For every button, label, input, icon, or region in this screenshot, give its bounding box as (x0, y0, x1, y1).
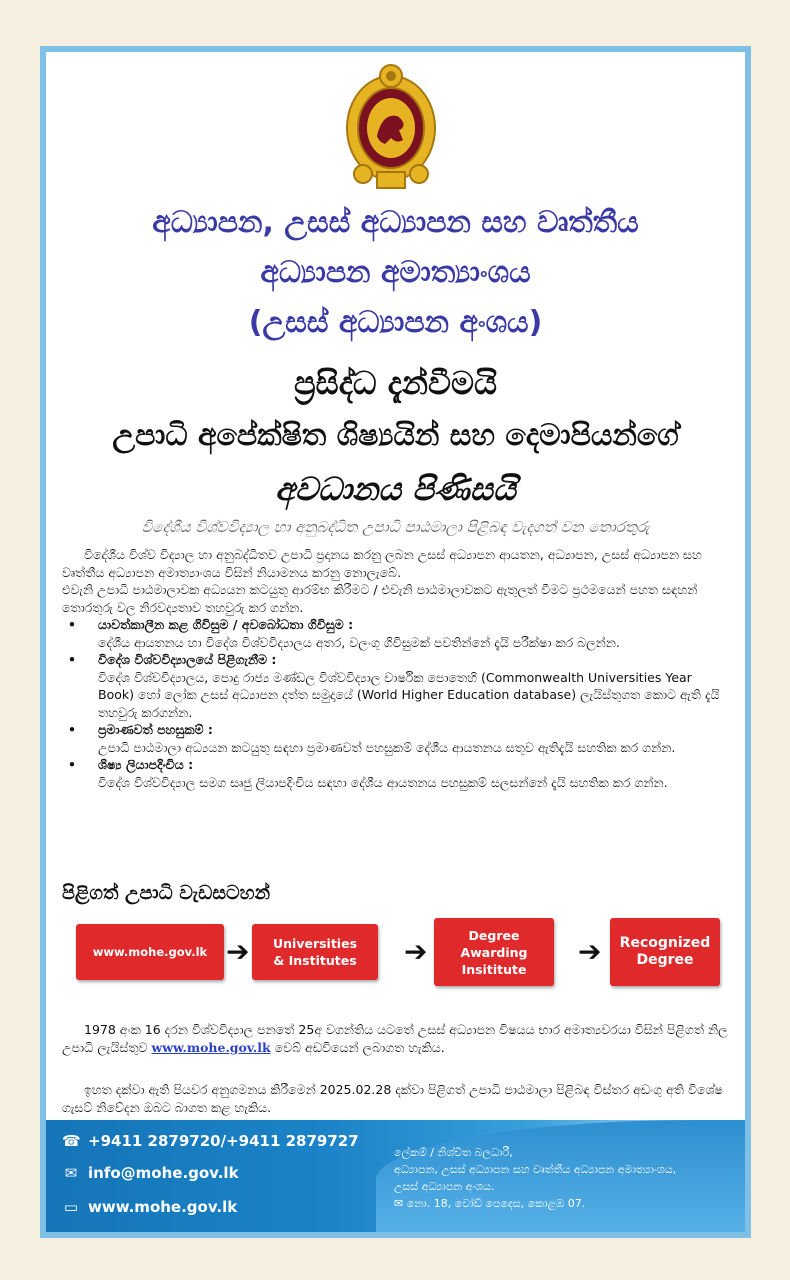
computer-icon: ▭ (63, 1198, 79, 1216)
ministry-name-line-2: අධ්‍යාපන අමාත්‍යාංශය (260, 255, 531, 290)
arrow-right-icon: ➔ (578, 935, 602, 968)
postal-address (394, 1144, 676, 1212)
flow-step-awarding-institute (434, 918, 554, 986)
contact-footer (46, 1120, 745, 1232)
flow-step-recognized-degree (610, 918, 720, 986)
ministry-name-line-1: අධ්‍යාපන, උසස් අධ්‍යාපන සහ වෘත්තීය (152, 205, 639, 240)
checklist-item-text: උපාධි පාඨමාලා අධ්‍යයන කටයුතු සඳහා ප්‍රමාණවත් පහසුකම් දේශීය ආයතනය සතුව ඇතිදැයි සහතික කර ගන්න. (98, 739, 676, 755)
checklist-item-text: දේශීය ආයතනය හා විදේශ විශ්වවිද්‍යාලය අතර, වලංගු ගිවිසුමක් පවතින්නේ දැයි පරීක්ෂා කර බලන්න. (98, 634, 620, 650)
poster-frame (40, 46, 751, 1238)
flow-step-label: www.mohe.gov.lk (92, 944, 208, 959)
notice-paper (46, 52, 745, 1232)
checklist-item-title: • ප්‍රමාණවත් පහසුකම් : (98, 722, 213, 737)
closing-paragraph-1 (62, 1021, 729, 1057)
notice-body (62, 546, 731, 791)
list-item (82, 756, 731, 791)
mail-icon: ✉ (394, 1197, 407, 1210)
intro-paragraph-1: විදේශීය විශ්ව විද්‍යාල හා අනුබද්ධිතව උපාධි ප්‍රදානය කරනු ලබන උසස් අධ්‍යාපන ආයතන, අධ්‍යාපන, උසස් අධ්‍යාපන සහ වෘත්තීය අධ්‍යාපන අමාත්‍යාංශය විසින් නියාමනය කරනු නොලැබේ. (62, 547, 702, 580)
email-address: info@mohe.gov.lk (88, 1164, 239, 1182)
closing-paragraph-2: ඉහත දක්වා ඇති පියවර අනුගමනය කිරීමෙන් 2025.02.28 දක්වා පිළිගත් උපාධි පාඨමාලා පිළිබඳ විස්තර අඩංගු අති විශේෂ ගැසට් නිවේදන ඔබට බාගත කළ හැකිය. (62, 1081, 723, 1115)
notice-subtitle: විදේශීය විශ්වවිද්‍යාල හා අනුබද්ධිත උපාධි පාඨමාලා පිළිබඳ වැදගත් වන තොරතුරු (141, 518, 650, 536)
flow-step-label: Insititute (461, 961, 527, 977)
arrow-right-icon: ➔ (226, 935, 250, 968)
web-address: www.mohe.gov.lk (88, 1198, 238, 1216)
list-item (82, 721, 731, 756)
flow-step-label: Universities (272, 936, 358, 951)
checklist-item-title: • විදේශ විශ්වවිද්‍යාලයේ පිළිගැනීම : (98, 652, 277, 667)
list-item (82, 651, 731, 721)
checklist-item-title: • යාවත්කාලීන කළ ගිවිසුම / අවබෝධතා ගිවිසුම : (98, 617, 354, 632)
address-line: අධ්‍යාපන, උසස් අධ්‍යාපන සහ වෘත්තීය අධ්‍යාපන අමාත්‍යාංශය, (394, 1163, 677, 1176)
email-contact[interactable] (62, 1164, 239, 1182)
phone-number: +9411 2879720/+9411 2879727 (88, 1132, 359, 1150)
flow-step-label: Degree (636, 952, 694, 968)
checklist-item-text: විදේශ විශ්වවිද්‍යාලය, පොදු රාජ්‍ය මණ්ඩල විශ්වවිද්‍යාල වාර්ෂික පොතෙහි (Commonwealth Universities Year Book) හෝ ලෝක උසස් අධ්‍යාපන දත්ත සමුදායේ (World Higher Education database) ලැයිස්තුගත කොට ඇති දැයි තහවුරු කරගන්න. (98, 669, 720, 720)
phone-contact[interactable] (62, 1132, 359, 1150)
flow-step-website[interactable] (76, 924, 224, 980)
closing-text: 1978 අංක 16 දරන විශ්වවිද්‍යාල පනතේ 25අ වගන්තිය යටතේ උසස් අධ්‍යාපන විෂයය භාර අමාත්‍යවරයා විසින් පිළිගත් නිල උපාධි ලැයිස්තුව (62, 1021, 728, 1055)
address-line: උසස් අධ්‍යාපන අංශය. (394, 1180, 495, 1193)
notice-attention-line: අවධානය පිණිසයි (275, 470, 516, 508)
checklist-item-title: • ශිෂ්‍ය ලියාපදිංචිය : (98, 757, 194, 772)
flow-step-label: Awarding (460, 944, 528, 960)
checklist-item-text: විදේශ විශ්වවිද්‍යාල සමග සෘජු ලියාපදිංචිය සඳහා දේශීය ආයතනය පහසුකම් සලසන්නේ දැයි සහතික කර ගන්න. (98, 774, 668, 790)
arrow-right-icon: ➔ (404, 935, 428, 968)
address-street: නො. 18, වෝඩ් පෙදෙස, කොළඹ 07. (406, 1197, 586, 1210)
email-icon: ✉ (64, 1164, 78, 1182)
flow-step-label: & Institutes (273, 953, 357, 968)
checklist (62, 616, 731, 791)
phone-icon: ☎ (62, 1132, 81, 1150)
flow-step-label: Degree (468, 927, 520, 943)
closing-text: වෙබ් අඩවියෙන් ලබාගත හැකිය. (270, 1039, 445, 1055)
mohe-website-link[interactable]: www.mohe.gov.lk (151, 1039, 271, 1055)
recognition-flow (76, 918, 726, 988)
flow-step-universities (252, 924, 378, 980)
sri-lanka-emblem (341, 62, 441, 194)
intro-paragraph-2: එවැනි උපාධි පාඨමාලාවක අධ්‍යයන කටයුතු ආරම්භ කිරීමට / එවැනි පාඨමාලාවකට ඇතුලත් වීමට ප්‍රථමයෙන් පහත සඳහන් තොරතුරු වල නිරවද්‍යතාව තහවුරු කර ගන්න. (62, 582, 698, 615)
flow-step-label: Recognized (619, 935, 711, 951)
address-line (394, 1195, 676, 1212)
recognized-programs-heading: පිළිගත් උපාධි වැඩසටහන් (62, 882, 271, 904)
notice-audience-line: උපාධි අපේක්ෂිත ශිෂ්‍යයින් සහ දෙමාපියන්ගේ (112, 418, 679, 453)
notice-title: ප්‍රසිද්ධ දැන්වීමයි (294, 364, 497, 402)
web-contact[interactable] (62, 1198, 237, 1216)
address-line: ලේකම් / නිශ්චිත බලධාරී, (394, 1146, 513, 1159)
ministry-division: (උසස් අධ්‍යාපන අංශය) (248, 305, 543, 340)
list-item (82, 616, 731, 651)
